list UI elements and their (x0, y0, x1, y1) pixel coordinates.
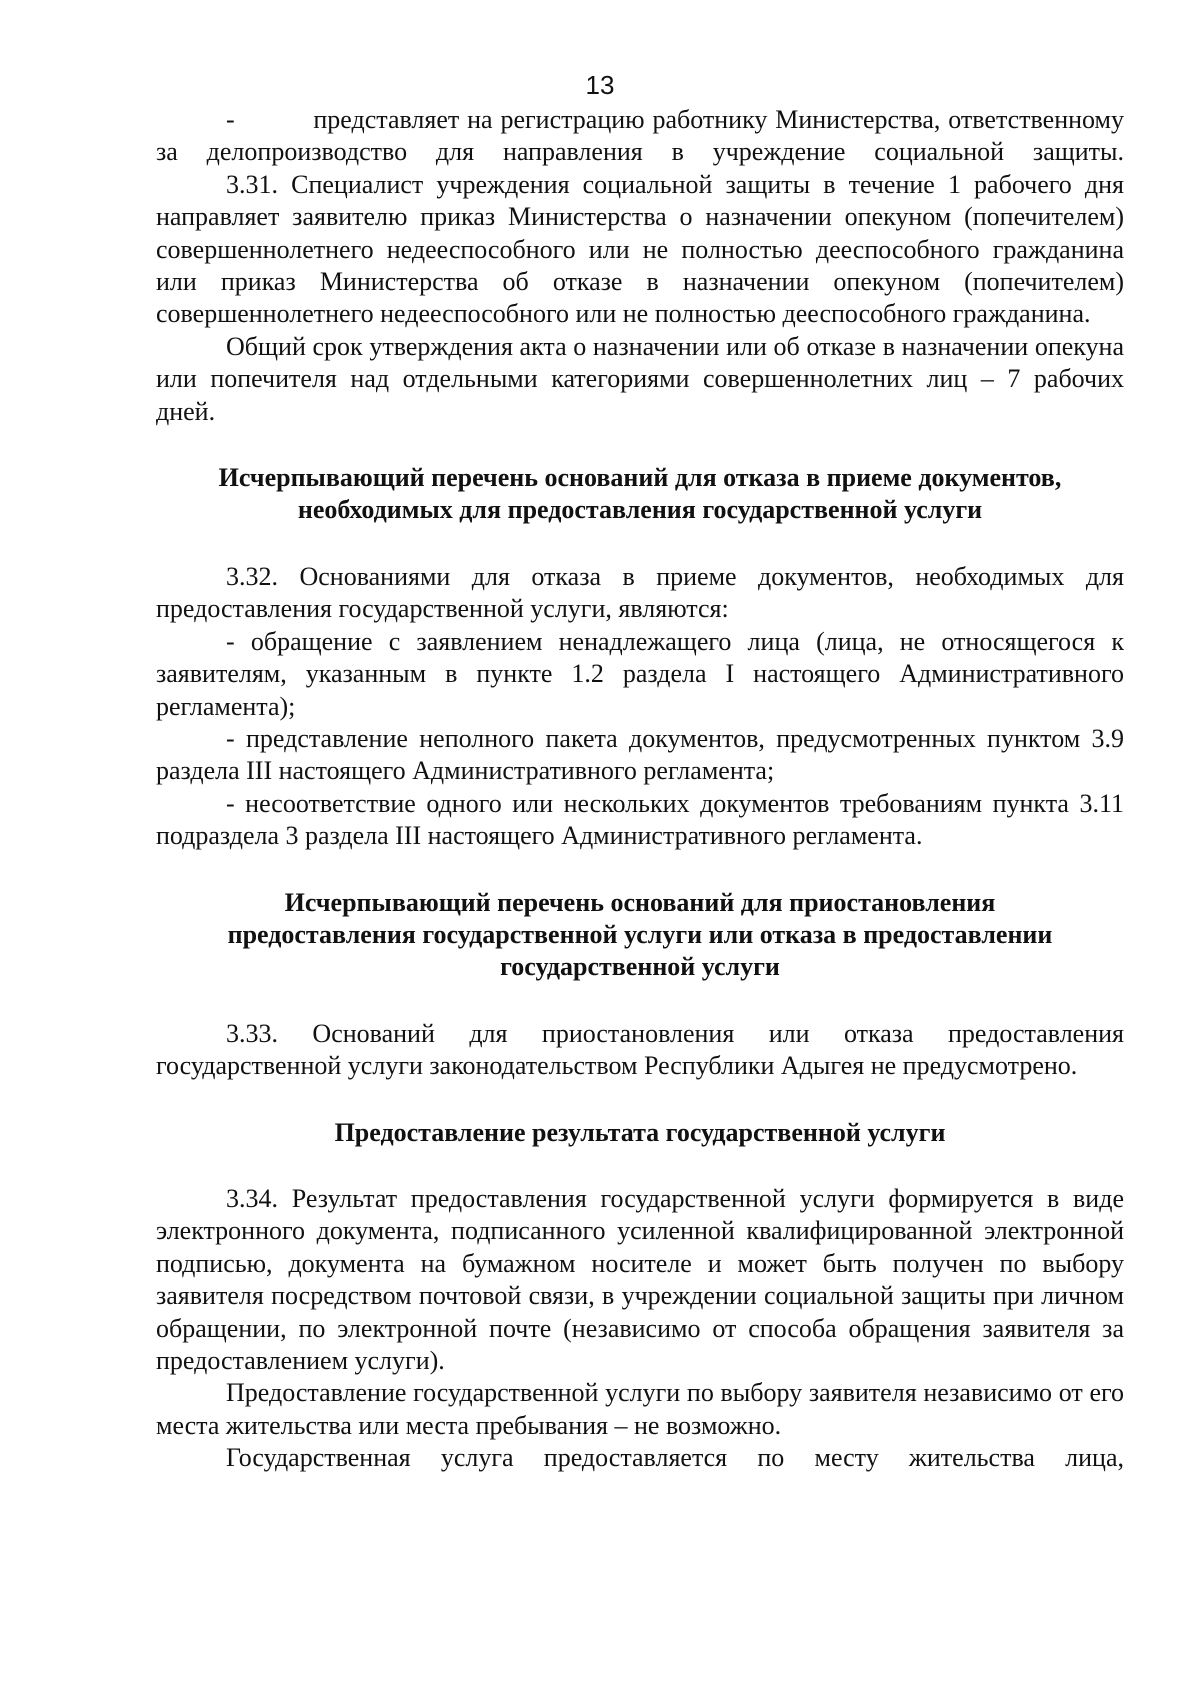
paragraph-3-32: 3.32. Основаниями для отказа в приеме документов, необходимых для предоставления государственной услуги, являются: (156, 561, 1124, 624)
spacer (156, 527, 1124, 561)
heading-line: государственной услуги (500, 952, 780, 982)
paragraph-improper-person: - обращение с заявлением ненадлежащего лица (лица, не относящегося к заявителям, указанным в пункте 1.2 раздела I настоящего Административного регламента); (156, 626, 1124, 721)
document-body (156, 104, 1124, 1475)
heading-line: Предоставление результата государственной услуги (334, 1117, 946, 1147)
heading-line: необходимых для предоставления государственной услуги (297, 495, 983, 525)
paragraph-registration: - представляет на регистрацию работнику Министерства, ответственному за делопроизводство для направления в учреждение социальной защиты. (156, 105, 1124, 167)
spacer (156, 428, 1124, 462)
paragraph-3-33: 3.33. Оснований для приостановления или отказа предоставления государственной услуги законодательством Республики Адыгея не предусмотрено. (156, 1018, 1124, 1081)
paragraph-total-period: Общий срок утверждения акта о назначении или об отказе в назначении опекуна или попечителя над отдельными категориями совершеннолетних лиц – 7 рабочих дней. (156, 331, 1124, 426)
heading-line: предоставления государственной услуги или отказа в предоставлении (227, 919, 1053, 949)
spacer (156, 984, 1124, 1018)
paragraph-3-34: 3.34. Результат предоставления государственной услуги формируется в виде электронного документа, подписанного усиленной квалифицированной электронной подписью, документа на бумажном носителе и может быть получен по выбору заявителя посредством почтовой связи, в учреждении социальной защиты при личном обращении, по электронной почте (независимо от способа обращения заявителя за предоставлением услуги). (156, 1183, 1124, 1375)
page-number: 13 (585, 70, 615, 100)
heading-result-provision (156, 1117, 1124, 1149)
heading-line: Исчерпывающий перечень оснований для приостановления (284, 887, 996, 917)
spacer (156, 1149, 1124, 1183)
paragraph-3-31: 3.31. Специалист учреждения социальной защиты в течение 1 рабочего дня направляет заявителю приказ Министерства о назначении опекуном (попечителем) совершеннолетнего недееспособного или не полностью дееспособного гражданина или приказ Министерства об отказе в назначении опекуном (попечителем) совершеннолетнего недееспособного или не полностью дееспособного гражданина. (156, 169, 1124, 329)
paragraph-extraterritorial: Предоставление государственной услуги по выбору заявителя независимо от его места жительства или места пребывания – не возможно. (156, 1378, 1124, 1440)
paragraph-incomplete-package: - представление неполного пакета документов, предусмотренных пунктом 3.9 раздела III настоящего Административного регламента; (156, 723, 1124, 786)
heading-refusal-grounds (156, 462, 1124, 527)
paragraph-nonconformity: - несоответствие одного или нескольких документов требованиям пункта 3.11 подраздела 3 раздела III настоящего Административного регламента. (156, 788, 1124, 851)
paragraph-place-of-residence: Государственная услуга предоставляется по месту жительства лица, (226, 1443, 1124, 1473)
heading-suspension-grounds (156, 887, 1124, 984)
heading-line: Исчерпывающий перечень оснований для отказа в приеме документов, (218, 463, 1062, 493)
spacer (156, 1083, 1124, 1117)
spacer (156, 853, 1124, 887)
